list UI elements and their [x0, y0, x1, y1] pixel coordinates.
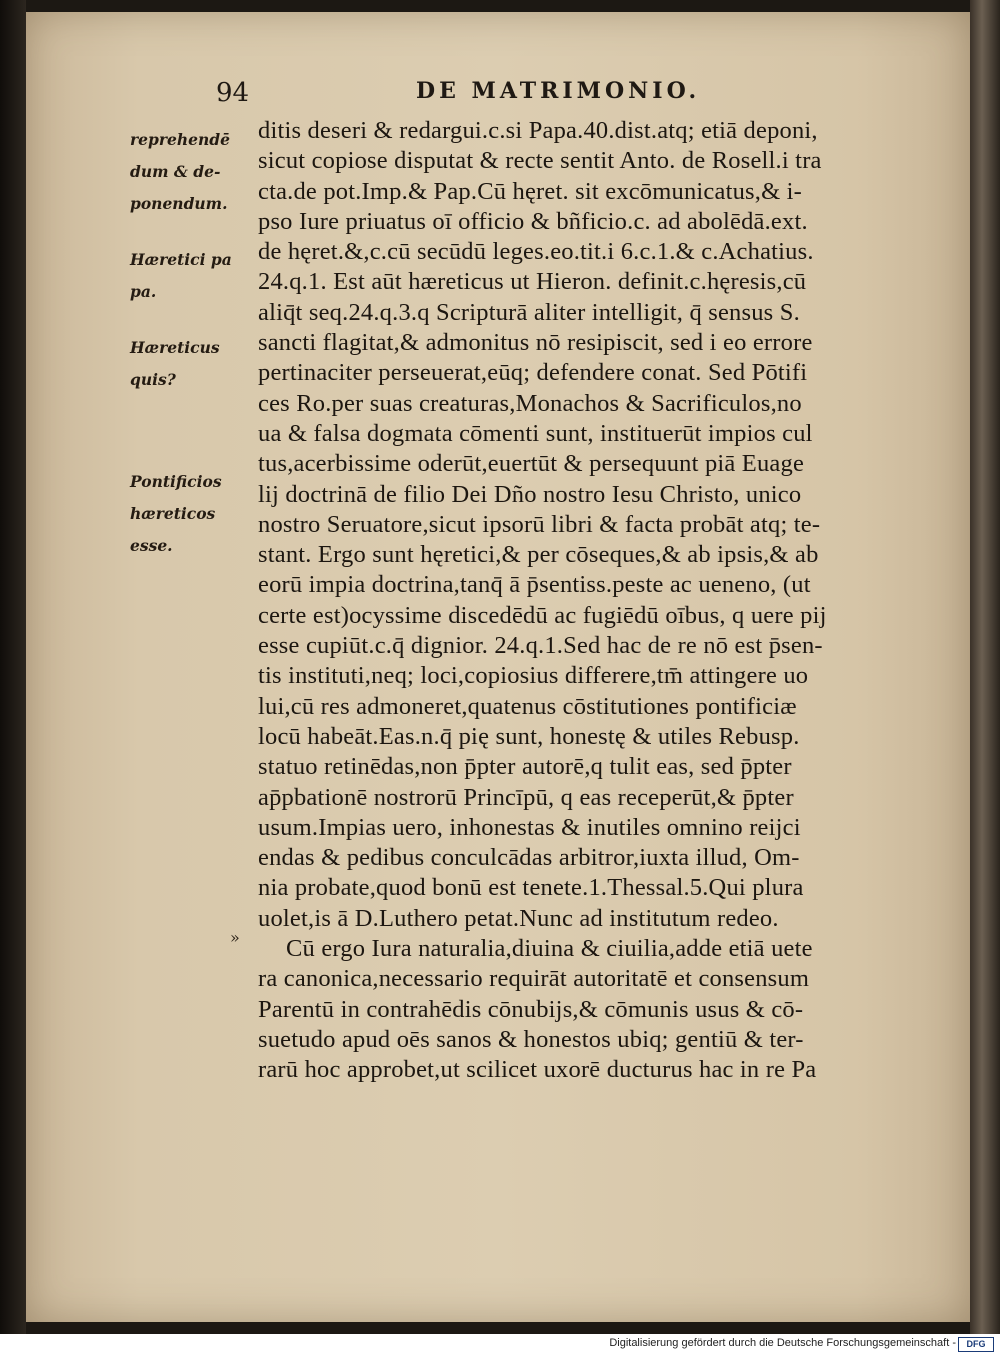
text-line: uolet,is ā D.Luthero petat.Nunc ad institutum redeo.: [258, 904, 779, 932]
quote-mark: »: [230, 928, 240, 947]
book-spine: [970, 0, 1000, 1334]
text-line: ces Ro.per suas creaturas,Monachos & Sacrificulos,no: [258, 389, 802, 417]
text-line: stant. Ergo sunt hęretici,& per cōseques,& ab ipsis,& ab: [258, 541, 819, 569]
book-page: [26, 12, 970, 1322]
text-line: rarū hoc approbet,ut scilicet uxorē ducturus hac in re Pa: [258, 1056, 817, 1084]
margin-note-1: [130, 124, 252, 220]
text-line: esse cupiūt.c.q̄ dignior. 24.q.1.Sed hac de re nō est p̄sen-: [258, 632, 823, 660]
text-line: Parentū in contrahēdis cōnubijs,& cōmunis usus & cō-: [258, 995, 804, 1023]
text-line: 24.q.1. Est aūt hæreticus ut Hieron. definit.c.hęresis,cū: [258, 268, 807, 296]
page-number: 94: [216, 78, 250, 108]
margin-note-line: Hæretici pa: [130, 250, 232, 269]
text-line: ditis deseri & redargui.c.si Papa.40.dist.atq; etiā deponi,: [258, 117, 818, 144]
text-line: statuo retinēdas,non p̄pter autorē,q tulit eas, sed p̄pter: [258, 753, 792, 781]
running-head-title: DE MATRIMONIO.: [416, 78, 701, 104]
text-line: locū habeāt.Eas.n.q̄ pię sunt, honestę & utiles Rebusp.: [258, 722, 800, 750]
text-line: de hęret.&,c.cū secūdū leges.eo.tit.i 6.c.1.& c.Achatius.: [258, 238, 814, 266]
margin-note-line: dum & de-: [130, 162, 221, 181]
text-line: eorū impia doctrina,tanq̄ ā p̄sentiss.peste ac ueneno, (ut: [258, 571, 811, 599]
funding-credit: Digitalisierung gefördert durch die Deutsche Forschungsgemeinschaft -: [609, 1337, 956, 1349]
margin-note-line: Hæreticus: [130, 338, 220, 357]
margin-note-line: reprehendē: [130, 130, 230, 149]
scan-left-edge: [0, 0, 26, 1334]
text-line: tus,acerbissime oderūt,euertūt & persequunt piā Euage: [258, 450, 805, 478]
text-line: ra canonica,necessario requirāt autoritatē et consensum: [258, 965, 810, 993]
margin-note-line: Pontificios: [130, 472, 222, 491]
text-line: certe est)ocyssime discedēdū ac fugiēdū oībus, q uere pij: [258, 601, 827, 629]
text-line: lui,cū res admoneret,quatenus cōstitutiones pontificiæ: [258, 692, 797, 720]
text-line: sancti flagitat,& admonitus nō resipiscit, sed i eo errore: [258, 329, 813, 357]
margin-note-2: [130, 244, 252, 308]
text-line: pertinaciter perseuerat,eūq; defendere conat. Sed Pōtifi: [258, 359, 808, 387]
body-text: [258, 116, 928, 1086]
text-line: ua & falsa dogmata cōmenti sunt, instituerūt impios cul: [258, 419, 813, 447]
text-line: nostro Seruatore,sicut ipsorū libri & facta probāt atq; te-: [258, 510, 821, 538]
dfg-logo: DFG: [958, 1337, 994, 1352]
text-line: ap̄pbationē nostrorū Princīpū, q eas receperūt,& p̄pter: [258, 783, 794, 811]
text-line: tis instituti,neq; loci,copiosius differere,tm̄ attingere uo: [258, 662, 809, 690]
text-line: aliq̄t seq.24.q.3.q Scripturā aliter intelligit, q̄ sensus S.: [258, 298, 800, 326]
text-line: lij doctrinā de filio Dei Dño nostro Iesu Christo, unico: [258, 480, 802, 508]
text-line: endas & pedibus conculcādas arbitror,iuxta illud, Om-: [258, 844, 800, 872]
text-line: sicut copiose disputat & recte sentit Anto. de Rosell.i tra: [258, 147, 822, 175]
margin-note-3: [130, 332, 252, 396]
margin-note-line: hæreticos: [130, 504, 216, 523]
text-line: nia probate,quod bonū est tenete.1.Thessal.5.Qui plura: [258, 874, 804, 902]
text-line: Cū ergo Iura naturalia,diuina & ciuilia,adde etiā uete: [286, 935, 813, 963]
text-line: usum.Impias uero, inhonestas & inutiles omnino reijci: [258, 813, 801, 841]
margin-note-line: quis?: [130, 370, 176, 389]
footer-bar: [0, 1334, 1000, 1354]
margin-note-line: ponendum.: [130, 194, 228, 213]
text-line: suetudo apud oēs sanos & honestos ubiq; gentiū & ter-: [258, 1025, 804, 1053]
margin-note-line: pa.: [130, 282, 157, 301]
margin-note-4: [130, 466, 252, 562]
text-line: pso Iure priuatus oī officio & bñficio.c. ad abolēdā.ext.: [258, 207, 808, 235]
text-line: cta.de pot.Imp.& Pap.Cū hęret. sit excōmunicatus,& i-: [258, 177, 803, 205]
margin-note-line: esse.: [130, 536, 173, 555]
